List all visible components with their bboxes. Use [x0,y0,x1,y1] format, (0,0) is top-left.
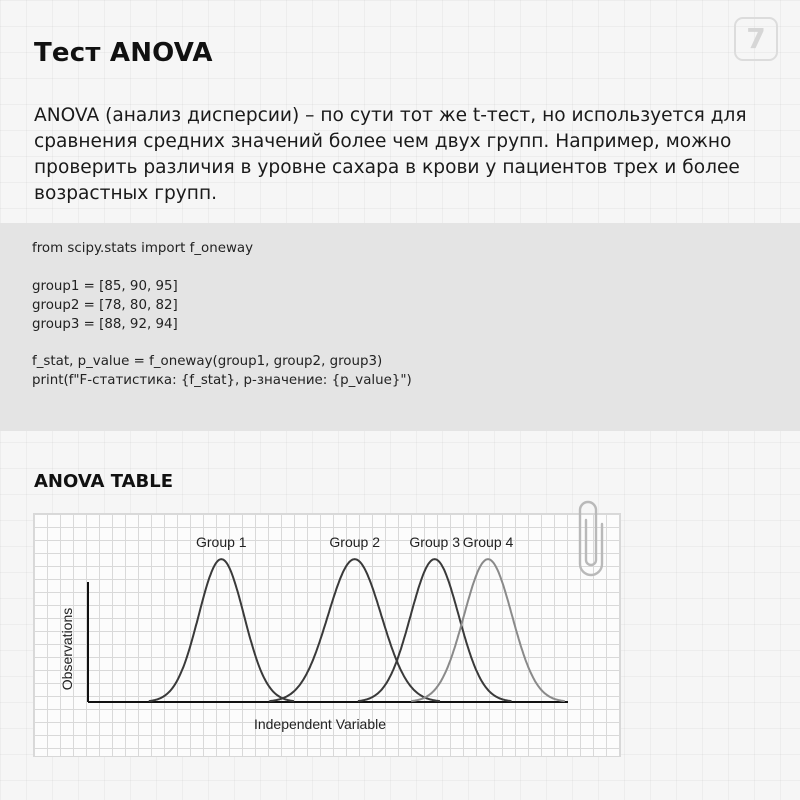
curve-group [149,559,565,701]
code-line: group3 = [88, 92, 94] [32,317,178,332]
code-line: group2 = [78, 80, 82] [32,298,178,313]
code-line: from scipy.stats import f_oneway [32,241,254,256]
group-label-4: Group 4 [462,534,514,551]
y-axis-label: Observations [59,607,75,691]
curve-group-1 [149,559,294,701]
section-title: ANOVA TABLE [34,471,174,492]
code-line: group1 = [85, 90, 95] [32,279,178,294]
code-line: print(f"F-статистика: {f_stat}, p-значение: {p_value}") [32,373,412,388]
group-label-group [196,534,513,550]
code-block [0,223,800,431]
paperclip-icon [578,500,604,578]
anova-chart [34,514,620,756]
anova-chart-card [33,513,621,757]
group-label-1: Group 1 [196,534,247,551]
intro-paragraph: ANOVA (анализ дисперсии) – по сути тот же t-тест, но используется для сравнения средних значений более чем двух групп. Например, можно проверить различия в уровне сахара в крови у пациентов трех и более возрастных групп. [34,105,747,204]
group-label-2: Group 2 [329,534,380,551]
curve-group-3 [358,559,512,701]
code-line: f_stat, p_value = f_oneway(group1, group2, group3) [32,354,383,369]
curve-group-4 [411,559,565,701]
page-title: Тест ANOVA [34,38,213,68]
page-number-badge: 7 [734,17,778,61]
group-label-3: Group 3 [409,534,460,551]
curve-group-2 [269,559,440,701]
x-axis-label: Independent Variable [253,716,387,732]
